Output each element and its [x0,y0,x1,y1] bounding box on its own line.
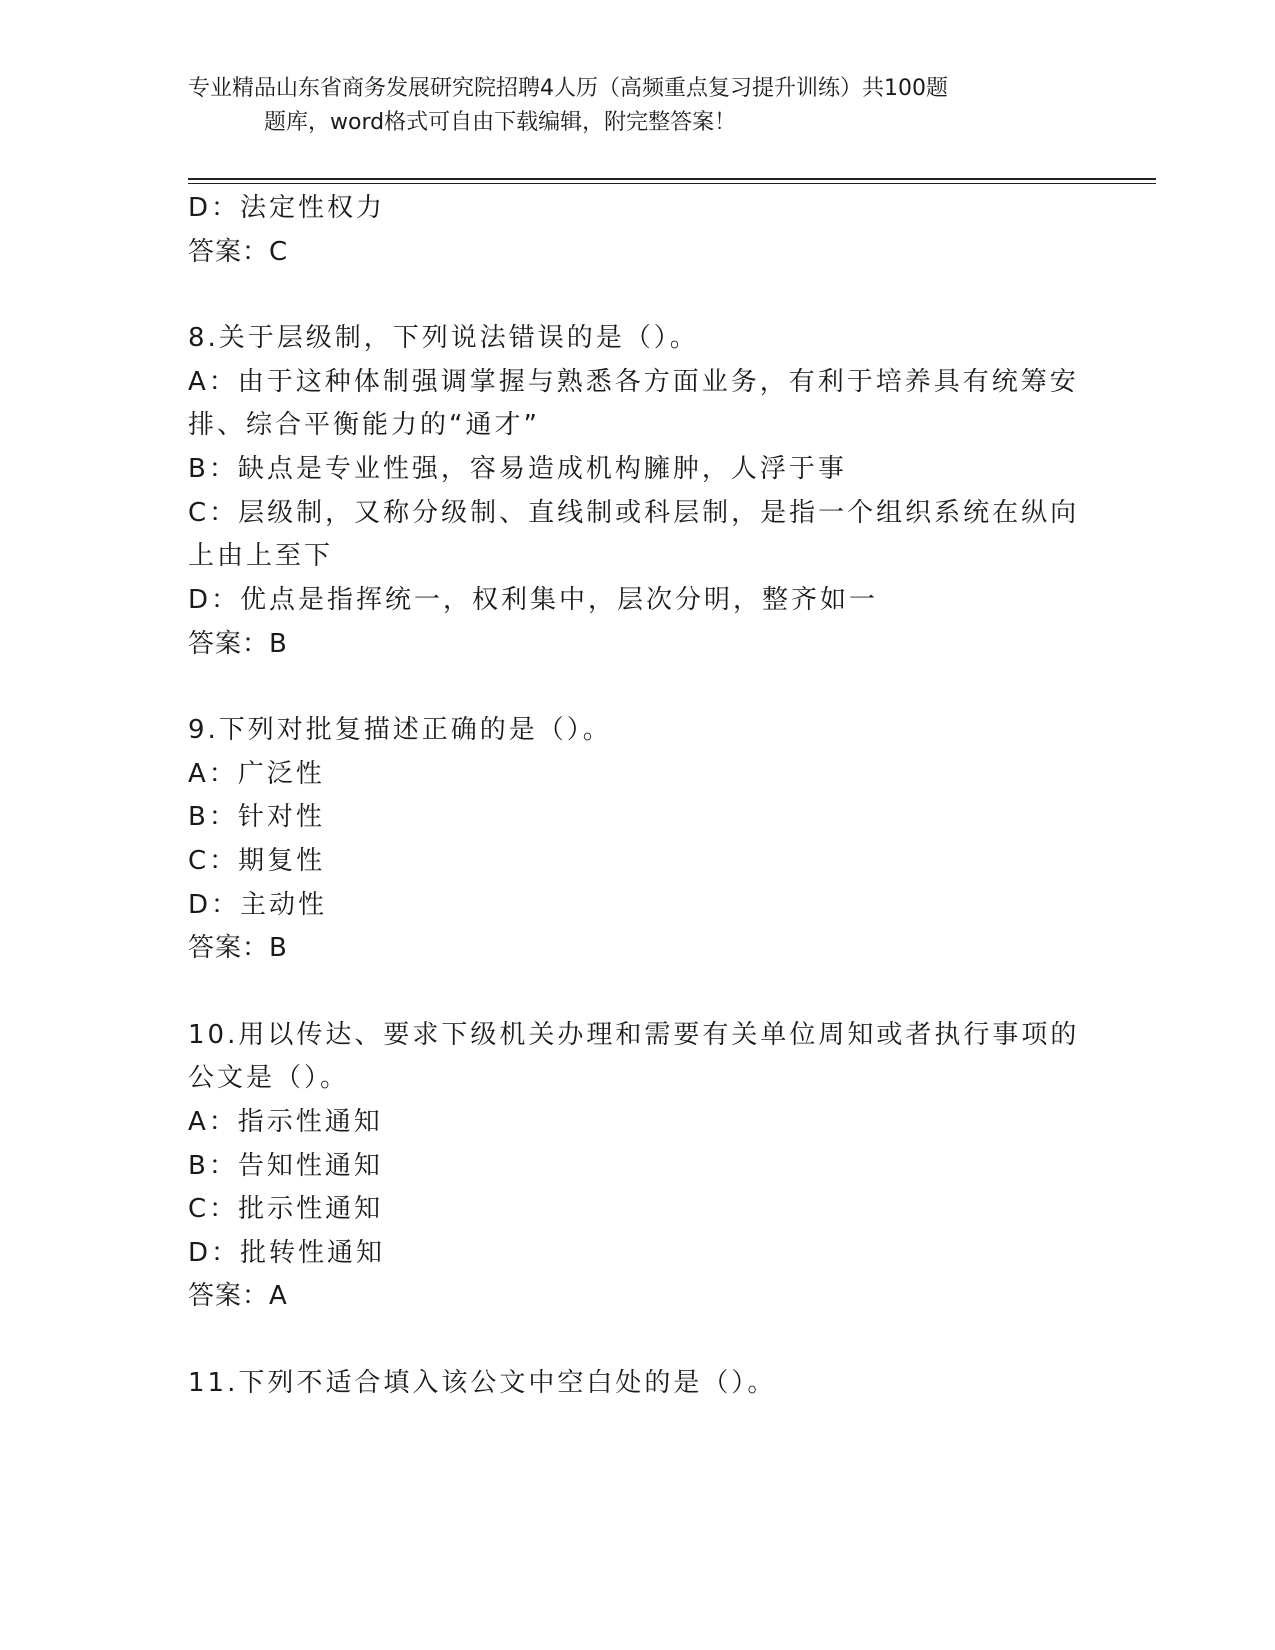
option-b-q9: B：针对性 [188,802,325,832]
option-d-q7: D：法定性权力 [188,193,386,223]
header-rule-thin [188,183,1156,184]
option-a-q8-cont: 排、综合平衡能力的“通才” [188,410,540,440]
answer-q9: 答案：B [188,933,288,963]
option-a-q9: A：广泛性 [188,759,325,789]
answer-q8: 答案：B [188,629,288,659]
option-c-q9: C：期复性 [188,846,326,876]
option-c-q8: C：层级制，又称分级制、直线制或科层制，是指一个组织系统在纵向 [188,498,1080,528]
question-8: 8.关于层级制，下列说法错误的是（）。 [188,323,699,353]
question-10: 10.用以传达、要求下级机关办理和需要有关单位周知或者执行事项的 [188,1020,1080,1050]
header-line-2: 题库，word格式可自由下载编辑，附完整答案！ [264,110,737,135]
option-b-q10: B：告知性通知 [188,1151,383,1181]
option-c-q8-cont: 上由上至下 [188,541,334,571]
question-10-cont: 公文是（）。 [188,1063,350,1093]
option-a-q10: A：指示性通知 [188,1107,383,1137]
option-b-q8: B：缺点是专业性强，容易造成机构臃肿，人浮于事 [188,454,847,484]
option-d-q9: D：主动性 [188,890,328,920]
option-d-q10: D：批转性通知 [188,1238,386,1268]
question-9: 9.下列对批复描述正确的是（）。 [188,715,612,745]
header-rule-thick [188,178,1156,180]
option-a-q8: A：由于这种体制强调掌握与熟悉各方面业务，有利于培养具有统筹安 [188,367,1079,397]
option-c-q10: C：批示性通知 [188,1194,384,1224]
page-header [188,72,1088,140]
question-11: 11.下列不适合填入该公文中空白处的是（）。 [188,1368,777,1398]
answer-q10: 答案：A [188,1281,288,1311]
answer-q7: 答案：C [188,237,289,267]
header-line-1: 专业精品山东省商务发展研究院招聘4人历（高频重点复习提升训练）共100题 [188,76,948,101]
option-d-q8: D：优点是指挥统一，权利集中，层次分明，整齐如一 [188,585,879,615]
